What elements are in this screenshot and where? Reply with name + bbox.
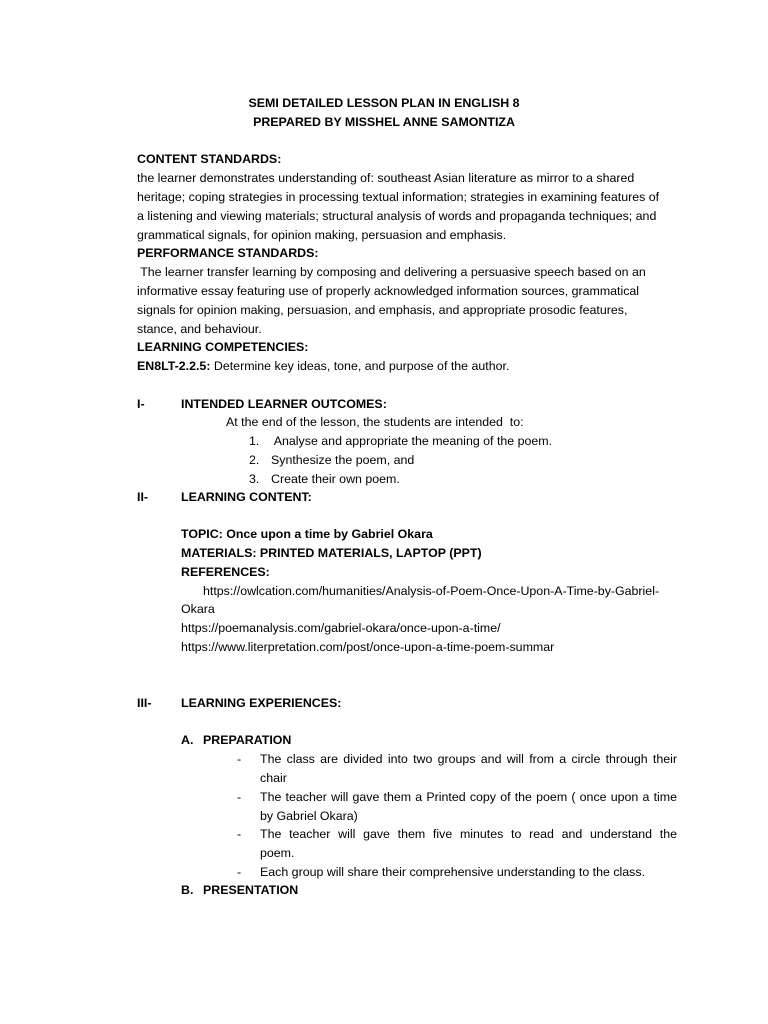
- content-standards-line: grammatical signals, for opinion making, persuasion and emphasis.: [137, 228, 507, 242]
- presentation-heading: PRESENTATION: [203, 883, 299, 897]
- competency-text: Determine key ideas, tone, and purpose of the author.: [210, 359, 510, 373]
- document-author: PREPARED BY MISSHEL ANNE SAMONTIZA: [253, 115, 515, 129]
- content-standards-line: the learner demonstrates understanding of: southeast Asian literature as mirror to a shared: [137, 171, 635, 185]
- reference-link: https://owlcation.com/humanities/Analysis-of-Poem-Once-Upon-A-Time-by-Gabriel-: [203, 584, 660, 598]
- performance-standards-line: The learner transfer learning by composing and delivering a persuasive speech based on an: [137, 265, 646, 279]
- preparation-item: The teacher will gave them five minutes to read and understand the: [260, 827, 677, 841]
- reference-link-continued: Okara: [181, 602, 215, 616]
- performance-standards-heading: PERFORMANCE STANDARDS:: [137, 246, 319, 260]
- performance-standards-line: stance, and behaviour.: [137, 322, 262, 336]
- document-title: SEMI DETAILED LESSON PLAN IN ENGLISH 8: [248, 96, 520, 110]
- competency-line: [137, 357, 509, 376]
- materials-line: MATERIALS: PRINTED MATERIALS, LAPTOP (PPT): [181, 546, 482, 560]
- competency-code: EN8LT-2.2.5:: [137, 359, 211, 373]
- bullet-dash: -: [237, 827, 242, 841]
- section-numeral: II-: [137, 490, 149, 504]
- section-heading: LEARNING CONTENT:: [181, 490, 312, 504]
- bullet-dash: -: [237, 865, 242, 879]
- outcome-text: Analyse and appropriate the meaning of the poem.: [271, 434, 553, 448]
- preparation-item: Each group will share their comprehensive understanding to the class.: [260, 865, 646, 879]
- subsection-letter: A.: [181, 733, 194, 747]
- section-heading: INTENDED LEARNER OUTCOMES:: [181, 397, 387, 411]
- learning-competencies-heading: LEARNING COMPETENCIES:: [137, 340, 309, 354]
- bullet-dash: -: [237, 752, 242, 766]
- outcome-number: 1.: [249, 434, 260, 448]
- content-standards-line: heritage; coping strategies in processing textual information; strategies in examining features of: [137, 190, 660, 204]
- preparation-item: The teacher will gave them a Printed copy of the poem ( once upon a time: [260, 790, 677, 804]
- section-numeral: I-: [137, 397, 145, 411]
- subsection-letter: B.: [181, 883, 194, 897]
- preparation-heading: PREPARATION: [203, 733, 292, 747]
- reference-link: https://www.literpretation.com/post/once-upon-a-time-poem-summar: [181, 640, 555, 654]
- preparation-item-continued: by Gabriel Okara): [260, 809, 358, 823]
- outcome-text: Create their own poem.: [271, 472, 400, 486]
- section-heading: LEARNING EXPERIENCES:: [181, 696, 342, 710]
- reference-link: https://poemanalysis.com/gabriel-okara/once-upon-a-time/: [181, 621, 501, 635]
- preparation-item: The class are divided into two groups and will from a circle through their: [260, 752, 677, 766]
- performance-standards-line: informative essay featuring use of properly acknowledged information sources, grammatical: [137, 284, 640, 298]
- preparation-item-continued: poem.: [260, 846, 295, 860]
- section-numeral: III-: [137, 696, 152, 710]
- topic-line: TOPIC: Once upon a time by Gabriel Okara: [181, 527, 433, 541]
- outcome-number: 3.: [249, 472, 260, 486]
- bullet-dash: -: [237, 790, 242, 804]
- outcomes-intro: At the end of the lesson, the students are intended to:: [226, 415, 524, 429]
- outcome-text: Synthesize the poem, and: [271, 453, 415, 467]
- outcome-number: 2.: [249, 453, 260, 467]
- content-standards-heading: CONTENT STANDARDS:: [137, 152, 282, 166]
- preparation-item-continued: chair: [260, 771, 287, 785]
- performance-standards-line: signals for opinion making, persuasion, and emphasis, and appropriate prosodic features,: [137, 303, 628, 317]
- references-heading: REFERENCES:: [181, 565, 270, 579]
- content-standards-line: a listening and viewing materials; structural analysis of words and propaganda techniques; and: [137, 209, 657, 223]
